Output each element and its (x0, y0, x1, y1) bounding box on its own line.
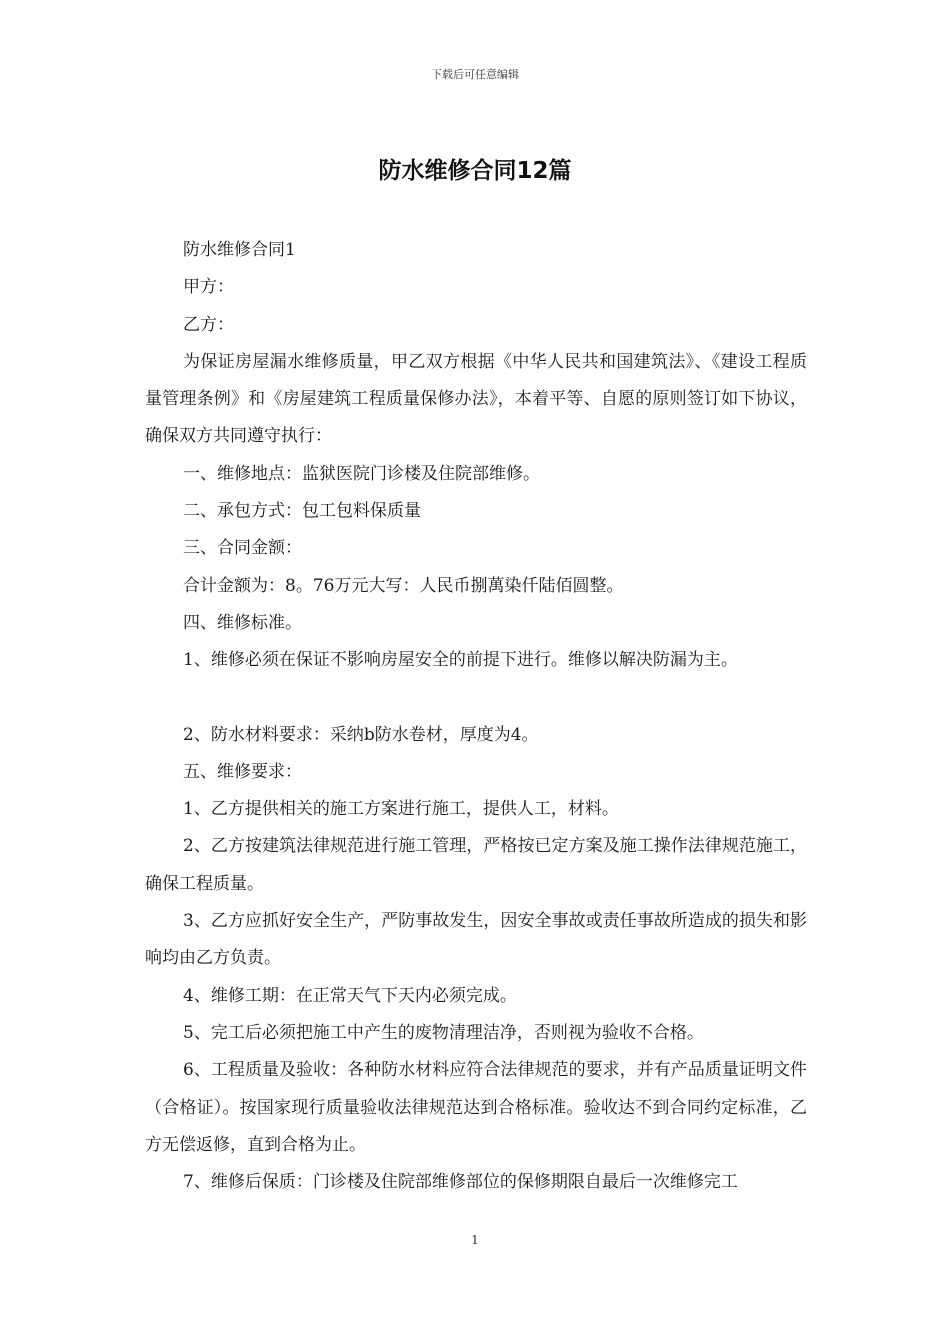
clause-paragraph: 3、乙方应抓好安全生产，严防事故发生，因安全事故或责任事故所造成的损失和影响均由乙方负责。 (145, 911, 807, 969)
clause-paragraph: 合计金额为：8。76万元大写：人民币捌萬染仟陆佰圆整。 (183, 575, 624, 596)
clause-paragraph: 5、完工后必须把施工中产生的废物清理洁净，否则视为验收不合格。 (183, 1022, 704, 1043)
party-a-line: 甲方： (183, 277, 234, 298)
preamble-paragraph: 为保证房屋漏水维修质量，甲乙双方根据《中华人民共和国建筑法》、《建设工程质量管理条例》和《房屋建筑工程质量保修办法》，本着平等、自愿的原则签订如下协议，确保双方共同遵守执行： (145, 351, 807, 447)
clause-paragraph: 五、维修要求： (183, 761, 302, 782)
document-title: 防水维修合同12篇 (378, 158, 572, 184)
party-b-line: 乙方： (183, 314, 234, 335)
clause-paragraph: 4、维修工期：在正常天气下天内必须完成。 (183, 985, 517, 1006)
page-number: 1 (471, 1233, 479, 1247)
contract-subtitle: 防水维修合同1 (183, 240, 296, 260)
clause-paragraph: 7、维修后保质：门诊楼及住院部维修部位的保修期限自最后一次维修完工 (183, 1172, 738, 1193)
clause-paragraph: 6、工程质量及验收：各种防水材料应符合法律规范的要求，并有产品质量证明文件（合格证）。按国家现行质量验收法律规范达到合格标准。验收达不到合同约定标准，乙方无偿返修，直到合格为止。 (145, 1060, 807, 1155)
document-body (145, 232, 807, 1201)
clause-paragraph: 2、乙方按建筑法律规范进行施工管理，严格按已定方案及施工操作法律规范施工，确保工程质量。 (145, 836, 807, 894)
clause-paragraph: 二、承包方式：包工包料保质量 (183, 501, 421, 522)
clause-paragraph: 四、维修标准。 (183, 612, 302, 633)
clause-paragraph: 一、维修地点：监狱医院门诊楼及住院部维修。 (183, 463, 540, 484)
clause-paragraph: 2、防水材料要求：采纳b防水卷材，厚度为4。 (183, 724, 539, 745)
clause-paragraph: 1、乙方提供相关的施工方案进行施工，提供人工，材料。 (183, 799, 619, 820)
clause-paragraph: 1、维修必须在保证不影响房屋安全的前提下进行。维修以解决防漏为主。 (183, 650, 738, 671)
header-note: 下载后可任意编辑 (431, 68, 519, 81)
clause-paragraph: 三、合同金额： (183, 538, 302, 559)
